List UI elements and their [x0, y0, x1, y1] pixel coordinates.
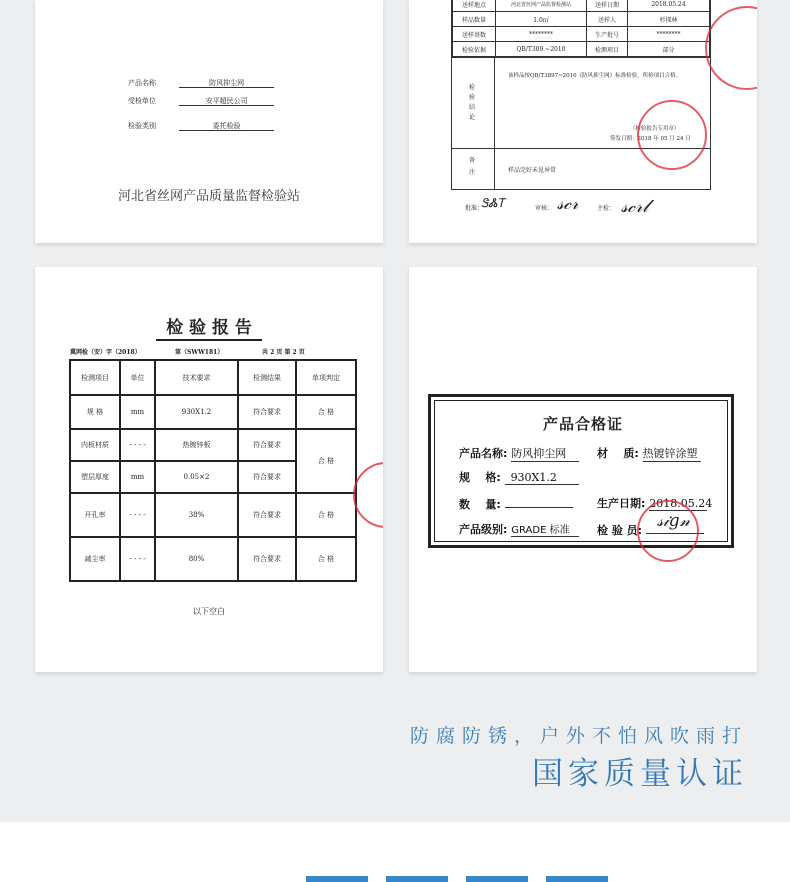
report-footer: 以下空白	[193, 607, 225, 616]
red-seal-stamp	[637, 100, 707, 170]
table-cell: 符合要求	[238, 395, 296, 429]
slogan-line-1: 防腐防锈，户外不怕风吹雨打	[409, 725, 748, 747]
table-cell: 热镀锌板	[155, 429, 238, 461]
table-cell: - - - -	[120, 537, 155, 581]
table-cell: 河北省丝网产品监督检测站	[496, 0, 587, 12]
table-cell: 开孔率	[70, 493, 120, 537]
table-cell: 2018.05.24	[628, 0, 710, 12]
table-row	[453, 42, 710, 57]
cert-value: 2018.05.24	[649, 497, 713, 510]
field-value: 安平超民公司	[179, 98, 274, 106]
table-cell: QB/T309 ~2010	[496, 42, 587, 57]
report-ref-left: 冀网检（安）字（2018）	[70, 349, 141, 356]
red-seal-stamp	[353, 462, 383, 528]
cert-label: 产品级别:	[459, 523, 508, 536]
field-product-name	[128, 70, 274, 89]
table-cell: - - - -	[120, 429, 155, 461]
cert-material	[597, 445, 701, 462]
section-divider-bar	[306, 876, 368, 882]
table-cell: 减尘率	[70, 537, 120, 581]
conclusion-text: 该样品按QB/T3897~2010《防风抑尘网》标准检验，所检项目合格。	[508, 73, 682, 79]
header-cell: 检测结果	[238, 360, 296, 395]
table-cell: 样品数量	[453, 12, 496, 27]
cover-page-card	[35, 0, 383, 243]
table-cell: 0.05×2	[155, 461, 238, 493]
conclusion-label: 检验结论	[469, 84, 476, 121]
table-row	[453, 12, 710, 27]
cert-label: 规 格:	[459, 471, 501, 484]
remark-label-cell	[452, 149, 495, 189]
table-cell: 38%	[155, 493, 238, 537]
slogan-line-2: 国家质量认证	[532, 756, 748, 792]
cert-value	[505, 495, 573, 508]
field-inspection-type	[128, 113, 274, 132]
header-cell: 检测项目	[70, 360, 120, 395]
field-label: 产品名称	[128, 79, 156, 87]
conclusion-label-cell	[452, 58, 495, 148]
field-value: 委托检验	[179, 123, 274, 131]
table-row	[70, 493, 356, 537]
report-table	[69, 359, 357, 582]
table-cell: mm	[120, 395, 155, 429]
remark-text: 样品完好未见异常	[508, 167, 557, 174]
table-cell: 部分	[628, 42, 710, 57]
table-cell: 送样日期	[587, 0, 628, 12]
table-cell: 内板材质	[70, 429, 120, 461]
table-cell: 1.0㎡	[496, 12, 587, 27]
table-cell: ********	[628, 27, 710, 42]
table-cell: 合 格	[296, 493, 356, 537]
inspector-signature: 𝓈𝒾𝑔𝓃	[657, 511, 691, 531]
report-title: 检 验 报 告	[156, 318, 262, 341]
inspection-conclusion-card	[409, 0, 757, 243]
review-label: 审核：	[535, 205, 554, 212]
table-row	[70, 395, 356, 429]
report-title-wrap	[35, 313, 383, 338]
cert-value: 930X1.2	[505, 471, 579, 485]
sign-date: 签发日期：2018 年 05 月 24 日	[610, 136, 691, 142]
reviewer-signature: 𝓈𝒸𝓇	[557, 193, 579, 214]
field-label: 检验类别	[128, 122, 156, 130]
chief-inspector-label: 主检：	[597, 205, 616, 212]
table-cell: 送样基数	[453, 27, 496, 42]
table-cell: 符合要求	[238, 537, 296, 581]
table-row	[453, 0, 710, 12]
red-seal-stamp-edge	[705, 6, 757, 90]
cert-label: 数 量:	[459, 498, 501, 511]
table-cell: 送样人	[587, 12, 628, 27]
section-divider-bar	[466, 876, 528, 882]
red-seal-stamp	[637, 500, 699, 562]
chief-inspector-signature: 𝓈𝒸𝓇𝓁	[621, 196, 649, 217]
cert-product-name	[459, 445, 579, 462]
field-value: 防风抑尘网	[179, 80, 274, 88]
table-cell: 检验依据	[453, 42, 496, 57]
header-cell: 单项判定	[296, 360, 356, 395]
cert-quantity	[459, 495, 573, 512]
header-cell: 技术要求	[155, 360, 238, 395]
table-cell: ********	[496, 27, 587, 42]
report-ref-right: 共 2 页 第 2 页	[262, 349, 305, 356]
cert-label: 生产日期:	[597, 497, 646, 510]
product-certificate-card	[409, 267, 757, 672]
bottom-section	[0, 822, 790, 882]
sample-info-table	[452, 0, 710, 57]
remark-label: 备注	[469, 157, 476, 176]
table-cell: 符合要求	[238, 429, 296, 461]
table-cell: 符合要求	[238, 493, 296, 537]
header-cell: 单位	[120, 360, 155, 395]
cert-value: GRADE 标准	[511, 521, 579, 537]
table-row	[453, 27, 710, 42]
table-cell: 合 格	[296, 395, 356, 429]
approve-label: 批准：	[465, 205, 484, 212]
report-ref-mid: 第（SWW181）	[175, 349, 224, 356]
cert-value: 热镀锌涂塑	[643, 445, 701, 462]
table-cell: 合 格	[296, 429, 356, 493]
table-cell: 规 格	[70, 395, 120, 429]
table-cell: 合 格	[296, 537, 356, 581]
table-cell: 检测项目	[587, 42, 628, 57]
table-cell: 符合要求	[238, 461, 296, 493]
seal-note: （检验报告专用章）	[630, 126, 680, 132]
table-cell: 930X1.2	[155, 395, 238, 429]
field-inspected-unit	[128, 88, 274, 107]
table-cell: 80%	[155, 537, 238, 581]
section-divider-bar	[386, 876, 448, 882]
cert-label: 材 质:	[597, 447, 639, 460]
cert-label: 检 验 员:	[597, 524, 643, 537]
table-row	[70, 429, 356, 461]
cert-label: 产品名称:	[459, 447, 508, 460]
table-row	[70, 537, 356, 581]
table-cell: 杉探林	[628, 12, 710, 27]
table-header-row	[70, 360, 356, 395]
approver-signature: ᏕᏜᎢ	[481, 196, 505, 210]
organization-name: 河北省丝网产品质量监督检验站	[117, 189, 300, 204]
section-divider-bar	[546, 876, 608, 882]
certificate-title: 产品合格证	[542, 415, 623, 433]
table-cell: mm	[120, 461, 155, 493]
table-cell: 送样地点	[453, 0, 496, 12]
field-label: 受检单位	[128, 97, 156, 105]
cert-grade	[459, 521, 579, 537]
table-cell: 生产批号	[587, 27, 628, 42]
table-cell: - - - -	[120, 493, 155, 537]
inspection-report-card	[35, 267, 383, 672]
cert-value: 防风抑尘网	[511, 445, 579, 462]
cert-spec	[459, 469, 579, 485]
table-cell: 塑层厚度	[70, 461, 120, 493]
